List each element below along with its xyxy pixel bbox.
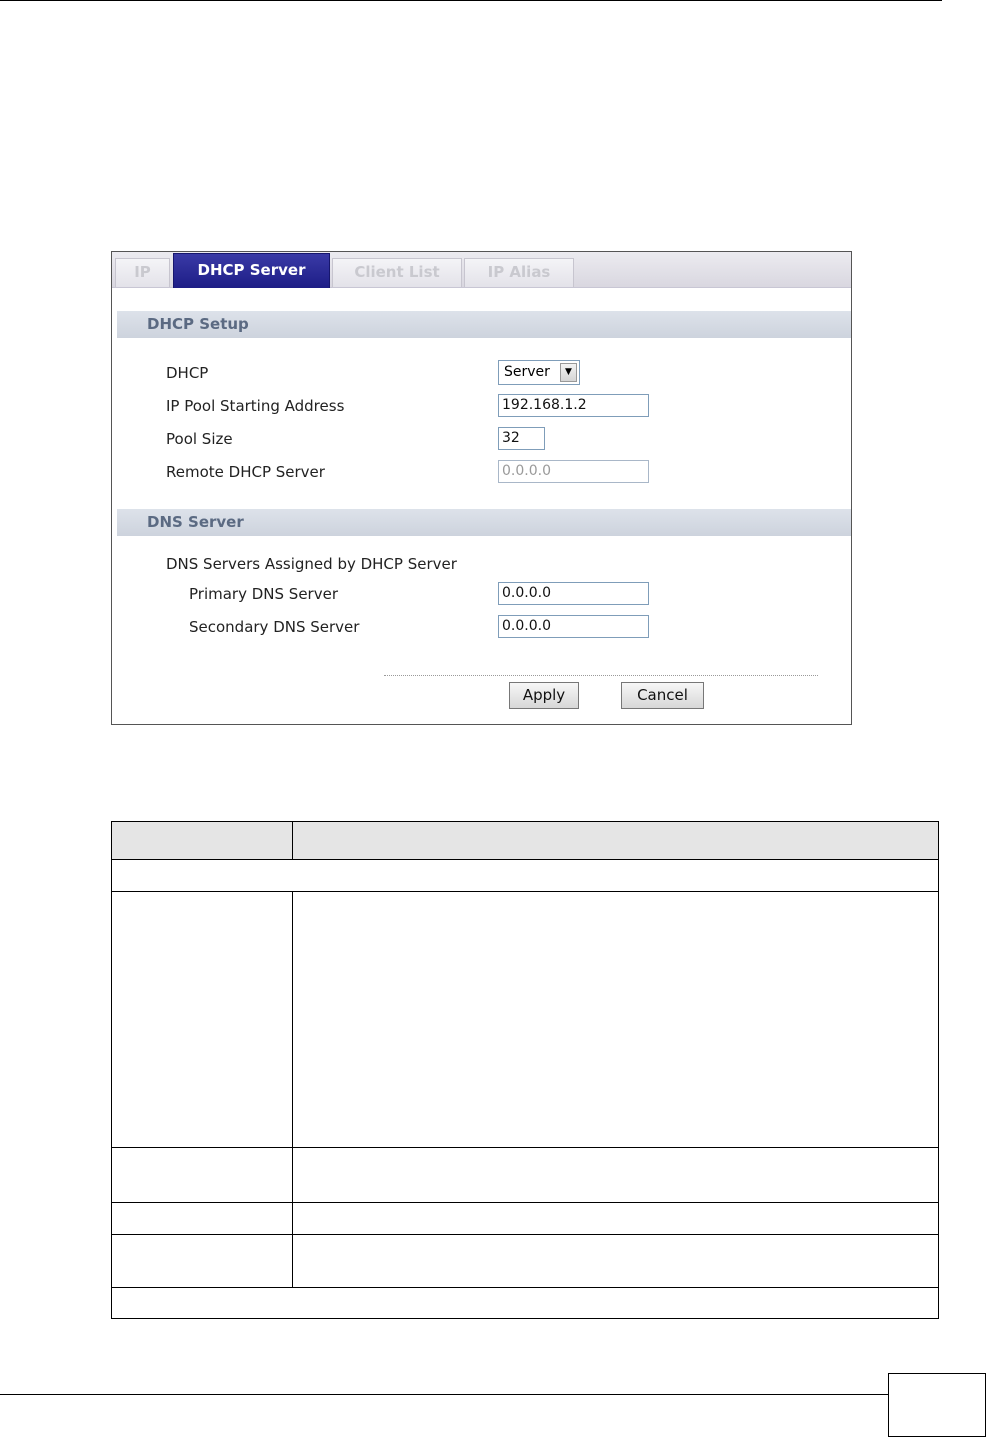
- dhcp-label: DHCP: [166, 364, 209, 382]
- primary-dns-label: Primary DNS Server: [189, 585, 338, 603]
- dhcp-mode-value: Server: [504, 364, 550, 380]
- column-divider: [292, 822, 293, 860]
- field-description-table: [111, 821, 939, 1319]
- table-row: [112, 1288, 938, 1318]
- top-rule: [0, 0, 942, 1]
- remote-dhcp-input: 0.0.0.0: [498, 460, 649, 483]
- pool-start-input[interactable]: 192.168.1.2: [498, 394, 649, 417]
- dhcp-server-screen: [111, 251, 852, 725]
- dns-server-header: DNS Server: [117, 509, 851, 536]
- table-row: [112, 1203, 938, 1235]
- chevron-down-icon[interactable]: ▼: [560, 363, 577, 382]
- dns-assigned-label: DNS Servers Assigned by DHCP Server: [166, 555, 457, 573]
- dhcp-mode-select[interactable]: [498, 360, 580, 385]
- dhcp-setup-header: DHCP Setup: [117, 311, 851, 338]
- cancel-button[interactable]: Cancel: [621, 682, 704, 709]
- apply-button[interactable]: Apply: [509, 682, 579, 709]
- footer-rule: [0, 1394, 888, 1395]
- secondary-dns-label: Secondary DNS Server: [189, 618, 360, 636]
- tab-ip[interactable]: IP: [115, 258, 170, 287]
- tab-bar: [112, 252, 851, 288]
- table-row: [112, 1235, 938, 1288]
- table-row: [112, 860, 938, 892]
- tab-client-list[interactable]: Client List: [332, 258, 462, 287]
- page-number-box: [888, 1373, 986, 1437]
- tab-ip-alias[interactable]: IP Alias: [464, 258, 574, 287]
- table-header-row: [112, 822, 938, 860]
- pool-size-label: Pool Size: [166, 430, 233, 448]
- column-divider: [292, 892, 293, 1288]
- remote-dhcp-label: Remote DHCP Server: [166, 463, 325, 481]
- pool-start-label: IP Pool Starting Address: [166, 397, 345, 415]
- primary-dns-input[interactable]: 0.0.0.0: [498, 582, 649, 605]
- pool-size-input[interactable]: 32: [498, 427, 545, 450]
- secondary-dns-input[interactable]: 0.0.0.0: [498, 615, 649, 638]
- tab-dhcp-server[interactable]: DHCP Server: [173, 253, 330, 288]
- divider: [384, 675, 818, 676]
- table-row: [112, 892, 938, 1148]
- table-row: [112, 1148, 938, 1203]
